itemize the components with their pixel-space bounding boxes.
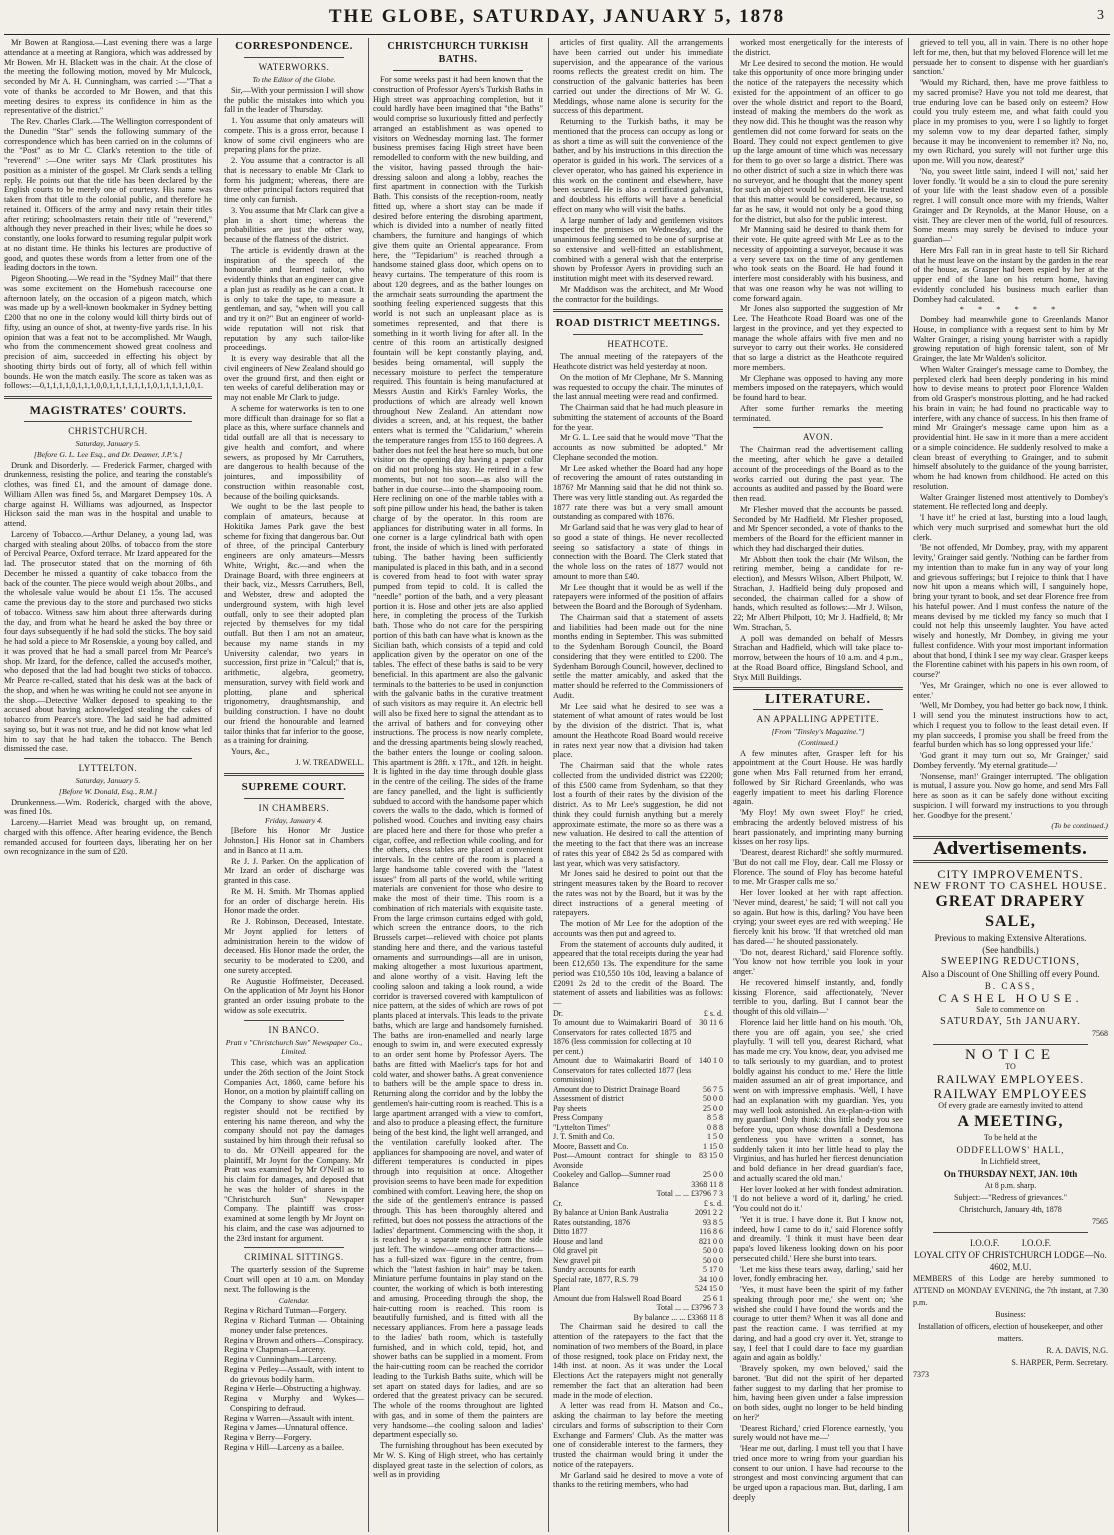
table-row bbox=[553, 1113, 723, 1123]
table-row bbox=[553, 1303, 723, 1313]
calendar-entry: Regina v Chapman—Larceny. bbox=[224, 1345, 326, 1355]
paragraph: Sir,—With your permission I will show the public the mistakes into which you fall in the leader of Thursday. bbox=[224, 85, 364, 115]
paragraph: The quarterly session of the Supreme Court will open at 10 a.m. on Monday next. The following is the bbox=[224, 1265, 364, 1294]
table-cell: Press Company bbox=[553, 1113, 603, 1123]
paragraph: 3. You assume that Mr Clark can give a plan in a short time; whereas the probabilities are just the other way, because of the flatness of the district. bbox=[224, 205, 364, 244]
paragraph: articles of first quality. All the arrangements have been carried out under his immediate supervision, and the appearance of the various rooms reflects the greatest credit on him. The construction of the galvanic batteries has been carried out under the directions of Mr W. G. Meddings, whose name alone is security for the success of this department. bbox=[553, 38, 723, 116]
rule bbox=[244, 57, 344, 58]
paragraph: Mr Jones said he desired to point out that the stringent measures taken by the Board to recover the rates was not by the Board, but it was by the direct instructions of a general meeting of ratepayers. bbox=[553, 869, 723, 918]
paragraph: A few minutes after, Grasper left for his appointment at the Court House. He was hardly gone when Mrs Fall returned from her errand, followed by Sir Richard Greenlands, who was eagerly impatient to meet his darling Florence again. bbox=[733, 748, 903, 807]
table-row bbox=[553, 1199, 723, 1209]
paragraph: We ought to be the last people to complain of amateurs, because at Hokitika James Park gave the best scheme for fixing that dangerous bar. Out of three, of the principal Canterbury engineers are only amateurs—Messrs White, Wright, &c.—and when the Drainage Board, with three engineers at their back, viz., Messrs Carruthers, Bell, and Webster, drew and adopted the underground system, with high level outfall, only to see their adopted plan rejected by themselves for my tidal outfall. But then I am not an amateur, because my name stands in my University calendar, two years in succession, first prize in "Calcul;" that is, arithmetic, algebra, geometry, mensuration, survey with field work and plotting, plane and spherical trigonometry, draughtsmanship, and building construction. I have no doubt our friend the honourable and learned tailor thinks that far inferior to the goose, as a training for draining. bbox=[224, 502, 364, 746]
paragraph: Here Mrs Fall ran in in great haste to tell Sir Richard that he must leave on the instant by the garden in the rear of the house, as Grasper had been espied by her at the upper end of the lane on his return home, having evidently concluded his business much earlier than Dombey had calculated. bbox=[913, 245, 1108, 304]
calendar-entry: Regina v Petley—Assault, with intent to do grievous bodily harm. bbox=[224, 1364, 364, 1384]
subheading: IN BANCO. bbox=[268, 1024, 320, 1035]
paragraph: 'My Floy! My own sweet Floy!' he cried, embracing the ardently beloved mistress of his heart passionately, and imprinting many burning kisses on her rosy lips. bbox=[733, 808, 903, 847]
table-cell: £ s. d. bbox=[703, 1198, 723, 1208]
rule bbox=[753, 427, 883, 428]
rule bbox=[933, 1044, 1088, 1045]
ad-line: RAILWAY EMPLOYEES bbox=[933, 1085, 1088, 1101]
ad-line: ODDFELLOWS' HALL, bbox=[956, 1144, 1065, 1155]
ad-line: Also a Discount of One Shilling off every Pound. bbox=[921, 968, 1100, 979]
paragraph: 'Be not offended, Mr Dombey, pray, with my apparent levity,' Grainger said gently. 'Nothing can be farther from my intention than to make fun in any way of your long and grievous sufferings; but I rejoice to think that I have now hit upon a means which will, I sanguinely hope, bring your tyrant to book, and set dear Florence free from his hateful power. And I must confess the nature of the means devised by me tickled my fancy so much that I could not help this unseemly laughter. You have acted wisely and honestly, Mr Dombey, in giving me your fullest confidence. With your most important information about that bond, I think I see my way clear. Grasper keeps the Florentine cabinet with his papers in his own room, of course?' bbox=[913, 543, 1108, 679]
paragraph: Mr Lee thought that it would be as well if the ratepayers were informed of the position of affairs between the Board and the Borough of Sydenham. bbox=[553, 582, 723, 611]
rule bbox=[753, 709, 883, 710]
paragraph: On the motion of Mr Clephane, Mr S. Manning was requested to occupy the chair. The minutes of the last annual meeting were read and confirmed. bbox=[553, 372, 723, 402]
paragraph: 'Yes, Mr Grainger, which no one is ever allowed to enter.' bbox=[913, 680, 1108, 700]
paragraph: The Chairman said that he had much pleasure in submitting the statement of accounts of the Board for the year. bbox=[553, 403, 723, 432]
ad-headline: GREAT DRAPERY SALE, bbox=[935, 892, 1086, 930]
paragraph: The Chairman read the advertisement calling the meeting, after which he gave a detailed account of the proceedings of the Board as to the works carried out during the past year. The accounts as audited and passed by the Board were then read. bbox=[733, 445, 903, 503]
column-divider bbox=[908, 38, 909, 1532]
table-row bbox=[553, 1009, 723, 1019]
table-cell: 56 7 5 bbox=[703, 1084, 723, 1094]
paragraph: Mr Garland said that he was very glad to hear of so good a state of things. He never recollected seeing so satisfactory a state of things in connection with the Board. The Clerk stated that the whole loss on the rates of 1877 would not amount to more than £40. bbox=[553, 523, 723, 581]
section-heading: CHRISTCHURCH TURKISH BATHS. bbox=[387, 41, 529, 65]
rule bbox=[244, 1020, 344, 1021]
section-rule bbox=[553, 309, 723, 312]
table-cell: New gravel pit bbox=[553, 1255, 601, 1265]
table-cell: By balance at Union Bank Australia bbox=[553, 1208, 669, 1218]
paragraph: 'Well, Mr Dombey, you had better go back now, I think. I will send you the minutest instructions how to act, which I request you to follow to the least detail even. If my plan succeeds, I promise you shall be freed from the fearful burden which has so long oppressed your life.' bbox=[913, 701, 1108, 750]
ad-line: Of every grade are earnestly invited to attend bbox=[938, 1100, 1083, 1110]
ad-line: I.O.O.F. I.O.O.F. bbox=[969, 1237, 1052, 1248]
column-divider bbox=[728, 38, 729, 1532]
ad-line: CASHEL HOUSE. bbox=[938, 990, 1083, 1005]
paragraph: worked most energetically for the interests of the district. bbox=[733, 38, 903, 57]
section-heading: SUPREME COURT. bbox=[241, 780, 347, 793]
table-row bbox=[553, 1151, 723, 1170]
table-cell: J. T. Smith and Co. bbox=[553, 1132, 615, 1142]
paragraph: It is every way desirable that all the civil engineers of New Zealand should go over the ground first, and then eight or ten weeks of careful deliberation may or may not enable Mr Clark to judge. bbox=[224, 354, 364, 402]
bench-line: [Before G. L. Lee Esq., and Dr. Deamer, J.P.'s.] bbox=[33, 449, 183, 459]
paragraph: Mr Manning said he desired to thank them for their vote. He quite agreed with Mr Lee as to the necessity of appointing a surveyor, because it was a very severe tax on the time of any gentlemen who took seats on the Board. He had found it interfere most considerably with his business, and that was one reason why he was not willing to come forward again. bbox=[733, 225, 903, 303]
paragraph: From the statement of accounts duly audited, it appeared that the total receipts during the year had been £12,650 13s. The expenditure for the same period was £10,550 10s 10d, leaving a balance of £2091 2s 2d to the credit of the Board. The statement of assets and liabilities was as follows:— bbox=[553, 939, 723, 1007]
ad-line: TO bbox=[1005, 1061, 1016, 1071]
subheading: LYTTELTON. bbox=[78, 763, 138, 773]
column-divider bbox=[368, 38, 369, 1532]
paragraph: Pigeon Shooting.—We read in the "Sydney Mail" that there was some excitement on the Homebush racecourse one afternoon lately, on the occasion of a pigeon match, which was made up by a well-known bookmaker in Sydney betting £200 that no one in the colony would kill thirty birds out of fifty, using an ounce of shot, at twenty-five yards rise. In his opinion that was a feat not to be accomplished. Mr Waugh, who from the commencement showed great coolness and precision of aim, succeeded in effecting his object by shooting thirty birds out of forty, all of which fell within bounds. He won the match easily. The score as taken was as follows:—0,1,1,1,1,0,1,1,1,0,0,1,1,1,1,1,1,1,0,1,1,1,1,1,0,1. bbox=[4, 274, 212, 391]
table-cell: Dr. bbox=[553, 1008, 563, 1018]
column-2 bbox=[224, 38, 364, 1533]
story-source: [From "Tinsley's Magazine."] bbox=[771, 727, 865, 736]
section-rule bbox=[224, 773, 364, 776]
ad-line: Previous to making Extensive Alterations. bbox=[934, 932, 1087, 943]
paragraph: Walter Grainger listened most attentively to Dombey's statement. He reflected long and deeply. bbox=[913, 492, 1108, 512]
paragraph: 'Bravely spoken, my own beloved,' said the baronet. 'But did not the spirit of her departed father suggest to my darling that her promise to him, having been given under a false impression on both sides, ought no longer to be held binding on her?' bbox=[733, 1364, 903, 1422]
table-row bbox=[553, 1018, 723, 1056]
ad-line: Sale to commence on bbox=[976, 1004, 1045, 1014]
section-heading: CORRESPONDENCE. bbox=[235, 40, 353, 52]
section-break: * * * * * * bbox=[959, 305, 1062, 315]
table-row bbox=[553, 1284, 723, 1294]
table-row bbox=[553, 1227, 723, 1237]
story-continued: (Continued.) bbox=[798, 737, 838, 747]
bench-line: [Before W. Donald, Esq., R.M.] bbox=[58, 786, 158, 796]
advert-oddfellows bbox=[913, 1237, 1108, 1381]
column-1 bbox=[4, 38, 212, 1533]
table-row bbox=[553, 1256, 723, 1266]
paragraph: The Chairman said that a statement of assets and liabilities had been made out for the nine months ending in September. This was submitted to the Sydenham Borough Council, the Board considering that they were entitled to £200. The Sydenham Borough Council, however, declined to settle the matter amicably, and asked that the matter should be referred to the Commissioners of Audit. bbox=[553, 612, 723, 700]
table-cell: 821 0 0 bbox=[699, 1236, 723, 1246]
ad-line: CITY IMPROVEMENTS. bbox=[937, 866, 1084, 881]
paragraph: Mr Jones also supported the suggestion of Mr Lee. The Heathcote Road Board was one of the largest in the province, and yet they expected to manage the whole affairs with five men and no surveyor to carry out their works. He considered that so large a district as the Heathcote required more members. bbox=[733, 304, 903, 372]
calendar-entry: Regina v James—Unnatural offence. bbox=[224, 1423, 348, 1433]
ad-line: Installation of officers, election of housekeeper, and other matters. bbox=[918, 1321, 1103, 1343]
paragraph: 'Nonsense, man!' Grainger interrupted. 'The obligation is mutual, I assure you. Now go home, and send Mrs Fall here as soon as it can be safely done without exciting suspicion. I will forward my instructions to you through her. Goodbye for the present.' bbox=[913, 771, 1108, 820]
paragraph: This case, which was an application under the 26th section of the Joint Stock Companies Act, 1860, came before his Honor, on a motion by plaintiff calling on the Company to show cause why its register should not be rectified by entering his name thereon, and why the company should not pay the damages sustained by him through their refusal so to do. Mr O'Neill appeared for the plaintiff, Mr Joynt for the Company. Mr Pratt was examined by Mr O'Neill as to his claim for damages, and deposed that he was the holder of shares in the "Christchurch Sun" Newspaper Company. The plaintiff was cross-examined at some length by Mr Joynt on his claim, and the case was adjourned to the 23rd instant for argument. bbox=[224, 1058, 364, 1243]
paragraph: Returning to the Turkish baths, it may be mentioned that the process can occupy as long or as short a time as will suit the convenience of the bather, and by his instructions in this direction the operator is guided in his work. The services of a clever operator, who has gained his experience in this work on the continent and elsewhere, have been secured. He is also a certificated galvanist, and doubtless his efforts will have a beneficial effect on many who will visit the baths. bbox=[553, 117, 723, 214]
table-cell: 34 10 0 bbox=[699, 1274, 723, 1284]
table-cell: 5 17 0 bbox=[703, 1265, 723, 1275]
table-cell: 140 1 0 bbox=[699, 1056, 723, 1066]
ad-number: 7373 bbox=[913, 1369, 929, 1379]
paragraph: [Before his Honor Mr Justice Johnston.] His Honor sat in Chambers and in Banco at 11 a.m. bbox=[224, 826, 364, 855]
paragraph: Mr Lee said what he desired to see was a statement of what amount of rates would be lost by the division of the district. That is, what amount the Heathcote Road Board would receive in rates next year now that a division had taken place. bbox=[553, 701, 723, 760]
section-heading: MAGISTRATES' COURTS. bbox=[29, 403, 187, 417]
paragraph: Mr Bowen at Rangiosa.—Last evening there was a large attendance at a meeting at Rangiora, which was addressed by Mr Bowen. Mr H. Blackett was in the chair. At the close of the meeting the following motion, moved by Mr Mulcock, seconded by Mr A. H. Cunningham, was carried :—"That a vote of thanks be accorded to Mr Bowen, and that this meeting desires to express its confidence in him as the representative of the district." bbox=[4, 38, 212, 116]
rule bbox=[573, 334, 703, 335]
paragraph: Re M. H. Smith. Mr Thomas applied for an order of discharge herein. His Honor made the order. bbox=[224, 886, 364, 916]
masthead-title: THE GLOBE, SATURDAY, JANUARY 5, 1878 bbox=[328, 6, 786, 27]
accounts-table bbox=[553, 1009, 723, 1323]
column-6 bbox=[913, 38, 1108, 1533]
table-row bbox=[553, 1123, 723, 1133]
masthead-rule bbox=[4, 34, 1110, 35]
table-cell: House and land bbox=[553, 1236, 603, 1246]
ad-line: B. CASS, bbox=[984, 980, 1037, 991]
table-cell: 50 0 0 bbox=[703, 1094, 723, 1104]
section-rule bbox=[913, 860, 1108, 863]
ad-line: In Lichfield street, bbox=[980, 1156, 1041, 1166]
paragraph: 'Would my Richard, then, have me prove faithless to my sacred promise? Have you not told me dearest, that true enduring love can be based only on esteem? How could you truly esteem me, and what faith could you place in my promises to you, were I so lightly to forget my solemn vow to my dear departed father, simply because it may be inconvenient to remember it? No, no, my own Richard, you surely will not further urge this upon me. Will you now, dearest?' bbox=[913, 78, 1108, 165]
paragraph: Mr Abbott then took the chair (Mr Wilson, the retiring member, being a candidate for re-election), and Messrs Wilson, Albert Philpott, W. Strachan, J. Hadfield being duly proposed and seconded, the chairman called for a show of hands, which resulted as follows:—Mr J. Wilson, 22; Mr Albert Philpott, 10; Mr J. Hadfield, 8; Mr Wm. Strachan, 5. bbox=[733, 554, 903, 632]
table-row bbox=[553, 1132, 723, 1142]
column-3 bbox=[373, 38, 543, 1533]
table-cell: Plant bbox=[553, 1284, 570, 1294]
ad-line: SATURDAY, 5th JANUARY. bbox=[940, 1015, 1081, 1027]
subheading: CHRISTCHURCH. bbox=[68, 426, 148, 436]
paragraph: 'Dearest Richard,' cried Florence earnestly, 'you surely would not have me—' bbox=[733, 1423, 903, 1443]
table-cell: Amount due to District Drainage Board bbox=[553, 1084, 680, 1094]
table-cell: 83 15 0 bbox=[699, 1151, 723, 1161]
paragraph: A poll was demanded on behalf of Messrs Strachan and Hadfield, which will take place to-morrow, between the hours of 10 a.m. and 4 p.m., at the Road Board office, Bingsland School, and Styx Mill Buildings. bbox=[733, 633, 903, 682]
subheading: CRIMINAL SITTINGS. bbox=[244, 1252, 344, 1263]
section-heading: LITERATURE. bbox=[764, 692, 872, 708]
paragraph: After some further remarks the meeting terminated. bbox=[733, 403, 903, 423]
paragraph: For some weeks past it had been known that the construction of Professor Ayers's Turkish Baths in High street was approaching completion, but it could hardly have been imagined that "the Baths" would comprise so luxuriously fitted and perfectly arranged an establishment as was opened to visitors on Wednesday morning last. The former business premises facing High street have been remodelled to conform with the new building, and the visitor, having passed through the hair-dressing saloon and along a lobby, reaches the first apartment in connection with the Turkish Bath. This consists of the reception-room, neatly fitted up, where a short stay can be made if desired before entering the disrobing apartment, which is divided into a number of neatly fitted chambers, the furniture and hangings of which give them quite an Oriental appearance. From here, the "Tepidarium" is reached through a handsome stained glass door, which opens on to heavy curtains. The temperature of this room is about 120 degrees, and as the bather lounges on the armchair seats surrounding the apartment the soothing feeling experienced suggests that this world is not such an unpleasant place as is sometimes represented, and that there is something in it worth living for after all. In the centre of this room an artistically designed fountain will be kept constantly playing, and, besides being ornamental, will supply the necessary moisture to perfect the temperature required. This fountain is being manufactured at Messrs Austin and Kirk's Farnley Works, the productions of which are already well known throughout New Zealand. An attendant now divides a screen, and, at his request, the bather enters what is termed the "Calidarium," wherein the temperature ranges from 155 to 160 degrees. A bather does not feel the heat here so much, but one visitor on the opening day having a paper collar on did not prolong his stay. He retired in a few moments, but not too soon—as also will the bather in due course—into the shampooing room. Here reclining on one of the marble tables with a soft pine pillow under his head, the bather is taken charge of by the operator. In this room are appliances for distributing water in all forms. In one corner is a large cylindrical bath with open front, the inside of which is lined with perforated tubing. The bather having been sufficiently manipulated is placed in this bath, and in a second is covered from head to foot with water spray pumped from tepid to cold. It is called the "needle" portion of the bath, and a very pleasant portion it is. Hose and other jets are also applied here, in completing the process of the Turkish bath. Those who do not care for the perspiring portion of this bath can have what is known as the Sicilian bath, which consists of a tepid and cold application given by the operator on one of the tables. The effect of these baths is said to be very beneficial. In this apartment are also the galvanic terminals to the batteries to be used in conjunction with the galvanic baths in the curative treatment of such visitors as may require it. An electric bell will also be fixed here to signal the attendant as to the arrival of bathers and for conveying other instructions. The process is now nearly complete, and the dressing apartments being slowly reached, the bather enters the lounge or cooling saloon. This apartment is 28ft. x 17ft., and 12ft. in height. It is lighted in the day time through double glass in the centre of the ceiling. The sides of the frame are fancy panelled, and the light is sufficiently subdued to accord with the handsome paper which covers the walls to the dado, which is formed of polished wood. Couches and inviting easy chairs are placed here and there for those who prefer a cigar, coffee, and reflection while cooling, and for the others, chess tables are placed at convenient intervals. In the centre of the room is placed a large handsome table covered with the "latest issues" from all parts of the world, while writing materials are convenient for those who desire to make the most of their time. This room is a combination of rich materials with exquisite taste. From the large crimson curtains edged with gold, which screen the entrance doors, to the rich Brussels carpet—relieved with choice pot plants standing here and there, and the various tasteful ornaments and surroundings—all are in unison, making altogether a most luxurious apartment, and alone worthy of a visit. Having left the cooling saloon and taking a look round, a wide corridor is traversed covered with kamptulicon of nice pattern, at the sides of which are rows of pot plants placed at intervals. This leads to the private baths, which are large and handsomely furnished. The baths are iron-enamelled and nearly large enough to swim in, and were executed expressly to an order sent home by Professor Ayers. The baths are fitted with Maelicr's taps for hot and cold water, and shower baths. A great convenience to bathers will be the ample space to dress in. Returning along the corridor and by the lobby the gentlemen's hair-cutting room is reached. This is a large apartment arranged with a view to comfort, and also to produce a pleasing effect, the furniture being of the best kind, the light well arranged, and the ventilation carefully looked after. The appliances for shampooing are novel, and water of different temperatures is conducted in pipes through into requisition at once. Altogether provision seems to have been made for expedition combined with comfort. Leaving here, the shop on the side of the gentlemen's entrance is passed through. This has been thoroughly altered and refitted, but does not possess the attractions of the ladies' department. Commencing with the shop, it is reached by a separate entrance from the side just left. The window—among other attractions—has a full-sized wax figure in the centre, from which the "latest fashion in hair" may be taken. Miniature perfume fountains in play stand on the counter, the working of which is both interesting and amusing. Proceeding through the shop, the hair-cutting room is reached. This room is beautifully furnished, and is fitted with all the necessary appliances. From here a passage leads to the ladies' bath room, which is tastefully furnished, and in which cold, tepid, hot, and shower baths can be supplied in a moment. From the hair-cutting room can be reached the corridor leading to the Turkish Baths suite, which will be set apart on stated days for ladies, and are so ordered that the greatest privacy can be secured. The whole of the rooms throughout are lighted with gas, and in some of them the painters are very handsome—the cooling saloon and ladies' department especially so. bbox=[373, 75, 543, 1440]
ad-line: MEMBERS of this Lodge are hereby summoned to ATTEND on MONDAY EVENING, the 7th instant, at 7.30 p.m. bbox=[913, 1273, 1108, 1307]
column-5 bbox=[733, 38, 903, 1533]
rule bbox=[24, 421, 192, 422]
paragraph: Her lover looked at her with rapt affection. 'Never mind, dearest,' he said; 'I will not call you so again. But how is this, darling? You have been crying; your sweet eyes are red with weeping.' He fiercely knit his brow. 'If that wretched old man has dared—' he shouted passionately. bbox=[733, 888, 903, 946]
table-row bbox=[553, 1237, 723, 1247]
ad-line: NEW FRONT TO CASHEL HOUSE. bbox=[913, 879, 1108, 892]
table-cell: Rates outstanding, 1876 bbox=[553, 1217, 631, 1227]
calendar-list bbox=[224, 1306, 364, 1452]
table-cell: Post—Amount contract for shingle to Avonside bbox=[553, 1151, 692, 1170]
paragraph: Drunkenness.—Wm. Roderick, charged with the above, was fined 10s. bbox=[4, 797, 212, 817]
advert-cashel-house bbox=[913, 868, 1108, 1040]
advert-railway-notice bbox=[913, 1046, 1108, 1228]
ad-headline: NOTICE bbox=[965, 1046, 1056, 1063]
ad-number: 7565 bbox=[1092, 1216, 1108, 1226]
paragraph: He recovered himself instantly, and, fondly kissing Florence, said affectionately, 'Never terrible to you, darling. But I cannot bear the thought of this old villain—' bbox=[733, 977, 903, 1016]
signature: J. W. TREADWELL. bbox=[295, 757, 364, 767]
table-cell: 1 15 0 bbox=[703, 1141, 723, 1151]
table-cell: 0 8 8 bbox=[707, 1122, 723, 1132]
paragraph: Mr Lee asked whether the Board had any hope of recovering the amount of rates outstanding in 1876? Mr Manning said that he did not think so. There was very little standing out. As regarded the 1877 rate there was but a very small amount outstanding as compared with 1876. bbox=[553, 463, 723, 522]
table-cell: Moore, Bassett and Co. bbox=[553, 1141, 629, 1151]
paragraph: The Chairman said that the whole rates collected from the undivided district was £2200; of this £500 came from Sydenham, so that they lost a fourth of their rates by the division of the district. As to Mr Lee's suggestion, he did not think they could furnish anything but a merely approximate estimate, the more so as there was a new valuation. He desired to call the attention of the meeting to the fact that there was an increase of rates this year of £842 2s 5d as compared with last year, which was very satisfactory. bbox=[553, 761, 723, 868]
table-cell: Ditto 1877 bbox=[553, 1227, 588, 1237]
calendar-entry: Regina v Herle—Obstructing a highway. bbox=[224, 1384, 361, 1394]
calendar-entry: Regina v Murphy and Wykes—Conspiring to defraud. bbox=[224, 1394, 364, 1413]
rule bbox=[933, 1232, 1088, 1233]
table-cell: Cookeley and Gallop—Sumner road bbox=[553, 1170, 671, 1180]
paragraph: Mr Flesher moved that the accounts be passed. Seconded by Mr Hadfield. Mr Flesher proposed, and Mr Spencer seconded, a vote of thanks to the members of the Board for the efficient manner in which they had discharged their duties. bbox=[733, 504, 903, 553]
calendar-entry: Regina v Warren—Assault with intent. bbox=[224, 1413, 355, 1423]
table-row bbox=[553, 1094, 723, 1104]
calendar-entry: Regina v Richard Tutman—Forgery. bbox=[224, 1306, 347, 1316]
paragraph: 'No, you sweet little saint, indeed I will not,' said her lover fondly. 'It would be a sin to cloud the pure serenity of your life with the least shadow even of a possible regret. I will consult once more with my friends, Walter Grainger and Dr Reynolds, at the Manor House, on a visit. They are clever men of the world, full of resources. Some means may surely be devised to induce your guardian—' bbox=[913, 166, 1108, 244]
table-cell: Special rate, 1877, R.S. 79 bbox=[553, 1274, 639, 1284]
paragraph: Mr Garland said he desired to move a vote of thanks to the retiring members, who had bbox=[553, 1470, 723, 1490]
section-rule bbox=[4, 396, 212, 399]
ad-line: Business: bbox=[995, 1309, 1026, 1319]
paragraph: Florence laid her little hand on his mouth. 'Oh, there you are off again, you see,' she cried playfully. 'I will tell you, dearest Richard, what has made me cry. You know, dear, you advised me to talk seriously to my guardian, and to protest boldly against his conduct to me.' Here the little maiden assumed an air of great importance, and went on with impressive emphasis. 'Well, I have had an explanation with my guardian. Yes, you may well look astonished. An ex-plan-a-tion with my guardian! Only think: this little body you see before you, upon whose downfall a Desdemona gentleness you have written a sonnet, has suddenly taken it into her little head to play the Virginius, and has hurled her fiercest denunciation and bold defiance in her dread guardian's face, and actually scared the old man.' bbox=[733, 1017, 903, 1183]
table-cell: "Lyttelton Times" bbox=[553, 1122, 610, 1132]
paragraph: 2. You assume that a contractor is all that is necessary to enable Mr Clark to form his judgment; whereas, there are three other principal factors required that time only can furnish. bbox=[224, 156, 364, 204]
dateline: Saturday, January 5. bbox=[75, 439, 141, 448]
table-row bbox=[553, 1170, 723, 1180]
paragraph: 'Yes, it must have been the spirit of my father speaking through poor me,' she went on; 'she wished she could I have found the words and the courage to utter them? When it was all done and past the reaction came. I was terrified at my daring, and had a good cry over it. Yet, strange to say, I feel that I could dare to face my guardian again and again as boldly.' bbox=[733, 1285, 903, 1363]
paragraph: The motion of Mr Lee for the adoption of the accounts was then put and agreed to. bbox=[553, 919, 723, 938]
calendar-heading: Calendar. bbox=[278, 1295, 310, 1305]
table-cell: By balance ... ... £3368 11 8 bbox=[633, 1312, 723, 1322]
table-row bbox=[553, 1085, 723, 1095]
ad-line: SWEEPING REDUCTIONS, bbox=[941, 955, 1080, 967]
column-divider bbox=[217, 38, 218, 1532]
paragraph: The Chairman said he desired to call the attention of the ratepayers to the fact that the nomination of two members of the Board, in place of those resigned, took place on Friday next, the 14th inst. at noon. As it was under the Local Elections Act the ratepayers might not generally remember the fact that an alteration had been made in the mode of election. bbox=[553, 1322, 723, 1400]
subheading: AVON. bbox=[802, 432, 834, 443]
dateline: Saturday, January 5. bbox=[75, 776, 141, 785]
paragraph: A letter was read from H. Matson and Co., asking the chairman to lay before the meeting circulars and forms of subscription to their Corn Exchange and Farmers' Club. As the matter was one of considerable interest to the farmers, they trusted the chairman would bring it under the notice of the ratepayers. bbox=[553, 1401, 723, 1469]
ad-line: At 8 p.m. sharp. bbox=[984, 1180, 1037, 1190]
rule bbox=[24, 758, 192, 759]
paragraph: 'Dearest, dearest Richard!' she softly murmured. 'But do not call me Floy, dear. Call me Flossy or Florence. The sound of Floy has become hateful to me. Mr Grasper calls me so.' bbox=[733, 848, 903, 887]
table-row bbox=[553, 1246, 723, 1256]
table-row bbox=[553, 1180, 723, 1190]
ad-line: S. HARPER, Perm. Secretary. bbox=[1011, 1357, 1108, 1367]
paragraph: 'God grant it may turn out so, Mr Grainger,' said Dombey fervently. 'My eternal gratitude—' bbox=[913, 751, 1108, 770]
paragraph: When Walter Grainger's message came to Dombey, the perplexed clerk had been deeply pondering in his mind how to devise means to protect poor Florence Walden from old Grasper's monstrous plotting, and he had racked his brain in vain; he had found no practicable way to interfere, with any chance of success. In his then frame of mind Mr Grainger's message came upon him as a providential hint. He saw in it more than a mere accident or a simple coincidence. He suddenly resolved to make a clean breast of everything to Grainger, and to submit himself absolutely to the guidance of the young barrister, whom he had known from childhood. He acted on this resolution. bbox=[913, 364, 1108, 491]
table-row bbox=[553, 1313, 723, 1323]
masthead bbox=[0, 0, 1114, 36]
paragraph: Larceny of Tobacco.—Arthur Delaney, a young lad, was charged with stealing about 20lbs. of tobacco from the store of Percival Pearce, Oxford terrace. Mr Izard appeared for the lad. The prosecutor stated that on the morning of 6th December he missed a quantity of cake tobacco from the back of the counter. The piece would weigh about 20lbs., and the wholesale value would be about £1 15s. The accused came the previous day to the store and purchased two sticks of tobacco. Witness saw him about three afterwards during the day, and from what he heard he asked the boy three or four days subsequently if he had sold the sticks. The boy said he had sold a piece to Mr Rosenskie, a young boy called, and it was proved that he had a small parcel from Mr Pearce's shop. Mr Izard, for the defence, called the accused's mother, who deposed that the lad had bought two sticks of tobacco. Mr Pearce re-called, stated that his desk was at the back of the shop, and when he was writing he could not see anyone in the shop.—Detective Walker deposed to speaking to the accused about having acknowledged stealing the cakes of tobacco from Pearce's store. The lad said he had admitted saying so, but it was not true, and he did not know what led him to say that he had taken the tobacco. The Bench dismissed the case. bbox=[4, 529, 212, 754]
calendar-entry: Regina v Berry—Forgery. bbox=[224, 1433, 312, 1442]
paragraph: Re J. J. Parker. On the application of Mr Izard an order of discharge was granted in this case. bbox=[224, 856, 364, 885]
calendar-entry: Regina v Brown and others—Conspiracy. bbox=[224, 1335, 364, 1345]
advertisements-heading: Advertisements. bbox=[933, 839, 1088, 859]
table-cell: £ s. d. bbox=[703, 1008, 723, 1018]
to-be-continued: (To be continued.) bbox=[1051, 821, 1108, 831]
table-cell: Old gravel pit bbox=[553, 1246, 598, 1256]
table-cell: Total ... ... £3796 7 3 bbox=[656, 1189, 723, 1199]
ad-line: (See handbills.) bbox=[982, 944, 1039, 955]
ad-line: R. A. DAVIS, N.G. bbox=[1046, 1345, 1108, 1355]
table-cell: 30 11 6 bbox=[699, 1018, 723, 1028]
case-title: Pratt v "Christchurch Sun" Newspaper Co., Limited. bbox=[225, 1037, 363, 1057]
paragraph: Re J. Robinson, Deceased, Intestate. Mr Joynt applied for letters of administration herein to the widow of deceased. His Honor made the order, the security to be moderated to £200, and one surety accepted. bbox=[224, 917, 364, 975]
dateline: Friday, January 4. bbox=[264, 815, 324, 825]
calendar-entry: Regina v Richard Tutman — Obtaining money under false pretences. bbox=[224, 1316, 364, 1335]
paragraph: 'I have it!' he cried at last, bursting into a loud laugh, which very much surprised and somewhat hurt the old clerk. bbox=[913, 513, 1108, 542]
table-cell: Amount due from Halswell Road Board bbox=[553, 1293, 682, 1303]
column-4 bbox=[553, 38, 723, 1533]
table-row bbox=[553, 1265, 723, 1275]
table-cell: 93 8 5 bbox=[703, 1217, 723, 1227]
table-cell: To amount due to Waimakariri Board of Conservators for rates collected 1875 and 1876 (less commission for collecting at 10 per cent.) bbox=[553, 1018, 692, 1056]
paragraph: Her lover looked at her with fondest admiration. 'I do not believe a word of it, darling,' he cried. 'You could not do it.' bbox=[733, 1184, 903, 1213]
paragraph: Yours, &c., bbox=[231, 747, 270, 756]
ad-line: Subject:—"Redress of grievances." bbox=[954, 1192, 1067, 1202]
rule bbox=[244, 798, 344, 799]
table-cell: Pay sheets bbox=[553, 1103, 587, 1113]
table-cell: Total ... ... £3796 7 3 bbox=[656, 1303, 723, 1313]
paragraph: Mr Maddison was the architect, and Mr Wood the contractor for the buildings. bbox=[553, 284, 723, 304]
paragraph: Larceny.—Harriet Mead was brought up, on remand, charged with this offence. After hearing evidence, the Bench remanded accused for fourteen days, liberating her on her own recognizance in the sum of £20. bbox=[4, 818, 212, 857]
addressee: To the Editor of the Globe. bbox=[252, 75, 336, 84]
table-row bbox=[553, 1208, 723, 1218]
paragraph: 'Do not, dearest Richard,' said Florence softly. 'You know not how terrible you look in your anger.' bbox=[733, 947, 903, 976]
paragraph: 'Hear me out, darling. I must tell you that I have tried once more to wring from your guardian his consent to our union. I have had recourse to the strongest and most convincing argument that can be urged upon a rapacious man. But, darling, I am deeply bbox=[733, 1444, 903, 1502]
paragraph: 1. You assume that only amateurs will compete. This is a gross error, because I know of some civil engineers who are preparing plans for the prize. bbox=[224, 116, 364, 155]
table-cell: 3368 11 8 bbox=[691, 1179, 723, 1189]
paragraph: Mr Lee desired to second the motion. He would take this opportunity of once more bringing under the notice of the ratepayers the necessity which existed for the appointment of an officer to go over the whole district and report to the Board, instead of making the members do the work as they now did. This he thought was the reason why gentlemen did not come forward for seats on the Board. They could not expect gentlemen to give up the large amount of time which was necessary for them to go over so large a district. There was no other district of such a size in which there was no surveyor, and he thought that the money spent for such an object would be well spent. He trusted that this matter would be considered, because, so far as he saw, it would not only be a good thing for the district, but also for the public interest. bbox=[733, 58, 903, 224]
paragraph: 'Let me kiss these tears away, darling,' said her lover, fondly embracing her. bbox=[733, 1264, 903, 1284]
paragraph: A large number of lady and gentlemen visitors inspected the premises on Wednesday, and the unanimous feeling seemed to be one of surprise at so extensive and well-fitted an establishment, combined with a general wish that the enterprise shown by Professor Ayers in providing such an institution might meet with its deserved reward. bbox=[553, 215, 723, 283]
paragraph: Re Augustie Hoffmeister, Deceased. On the application of Mr Joynt his Honor granted an order issuing probate to the widow as sole executrix. bbox=[224, 976, 364, 1015]
subheading: HEATHCOTE. bbox=[607, 339, 669, 350]
paragraph: Drunk and Disorderly. — Frederick Farmer, charged with drunkenness, resisting the police, and tearing the constable's clothes, was fined £1, and the amount of damage done. William Allen was fined 5s, and Margaret Dempsey 10s. A charge against H. Williams was adjourned, as Inspector Hickson said the man was in the hospital and unable to attend. bbox=[4, 460, 212, 528]
ad-headline: A MEETING, bbox=[957, 1112, 1064, 1130]
table-cell: Assessment of district bbox=[553, 1094, 624, 1104]
paragraph: A scheme for waterworks is ten to one more difficult than drainage for so flat a place as this, where surface channels and tidal outfall are all that is necessary to give health and comfort, and where sewers, as proposed by Mr Carruthers, are dangerous to health because of the jointures, and impossibility of construction within reasonable cost, because of the boiling quicksands. bbox=[224, 403, 364, 501]
table-row bbox=[553, 1142, 723, 1152]
table-row bbox=[553, 1218, 723, 1228]
column-divider bbox=[548, 38, 549, 1532]
paragraph: Dombey had meanwhile gone to Greenlands Manor House, in compliance with a request sent to him by Mr Walter Grainger, a rising young barrister with a rapidly growing reputation of high forensic talent, son of Mr Grainger, the late Mr Walden's solicitor. bbox=[913, 315, 1108, 363]
table-cell: 25 0 0 bbox=[703, 1103, 723, 1113]
page-number: 3 bbox=[1097, 8, 1104, 23]
table-row bbox=[553, 1275, 723, 1285]
calendar-entry: Regina v Hill—Larceny as a bailee. bbox=[224, 1442, 344, 1452]
table-cell: 50 0 0 bbox=[703, 1246, 723, 1256]
table-cell: 50 0 0 bbox=[703, 1255, 723, 1265]
ad-number: 7568 bbox=[1092, 1028, 1108, 1038]
rule bbox=[244, 1247, 344, 1248]
story-title: AN APPALLING APPETITE. bbox=[756, 714, 880, 724]
paragraph: 'Yet it is true. I have done it. But I know not, indeed, how I came to do it,' said Florence softly and dreamily. 'I think it must have been dear papa's loved likeness looking down on his poor persecuted child.' Here she burst into tears. bbox=[733, 1214, 903, 1263]
paragraph: The annual meeting of the ratepayers of the Heathcote district was held yesterday at noon. bbox=[553, 352, 723, 371]
table-cell: Amount due to Waimakariri Board of Conservators for rates collected 1877 (less commission) bbox=[553, 1056, 692, 1085]
table-cell: 524 15 0 bbox=[695, 1284, 723, 1294]
paragraph: The Rev. Charles Clark.—The Wellington correspondent of the Dunedin "Star" sends the following summary of the correspondence which has been carried on in the columns of the "Post" as to Mr C. Clark's retention to the title of "reverend" :—One writer says Mr Clark prostitutes his position as a minister of the gospel. Mr Clark sends a telling reply. He points out that the title has been declared by the English courts to be merely one of courtesy. His name was taken from that title to the colonial public, and therefore he retained it. Officers of the army and navy retain their titles after retiring; schoolmasters retain their title of "reverend," although they never preached in their lives; while he does so constantly, one looks forward to resuming regular pulpit work at no distant time. He thinks his lectures are productive of good, and quotes these words from a letter from one of the leading doctors in the town. bbox=[4, 117, 212, 273]
table-cell: 8 5 8 bbox=[707, 1113, 723, 1123]
rule bbox=[393, 70, 523, 71]
table-row bbox=[553, 1294, 723, 1304]
table-cell: Sundry accounts for earth bbox=[553, 1265, 636, 1275]
calendar-entry: Regina v Cunningham—Larceny. bbox=[224, 1355, 337, 1364]
section-heading: ROAD DISTRICT MEETINGS. bbox=[555, 317, 721, 330]
table-cell: 116 8 6 bbox=[699, 1227, 723, 1237]
paragraph: Mr Clephane was opposed to having any more members imposed on the ratepayers, which would be found hard to bear. bbox=[733, 373, 903, 402]
table-cell: Cr. bbox=[553, 1198, 563, 1208]
ad-line: RAILWAY EMPLOYEES. bbox=[936, 1071, 1085, 1086]
table-cell: 1 5 0 bbox=[707, 1132, 723, 1142]
paragraph: grieved to tell you, all in vain. There is no other hope left for me, then, but that my beloved Florence will let me persuade her to consent to dispense with her guardian's sanction.' bbox=[913, 38, 1108, 77]
table-row bbox=[553, 1056, 723, 1085]
ad-line: To be held at the bbox=[983, 1132, 1038, 1142]
table-cell: 25 6 1 bbox=[703, 1293, 723, 1303]
ad-line: On THURSDAY NEXT, JAN. 10th bbox=[943, 1168, 1078, 1179]
ad-line: Christchurch, January 4th, 1878 bbox=[959, 1204, 1062, 1214]
table-row bbox=[553, 1104, 723, 1114]
paragraph: Mr G. L. Lee said that he would move "That the accounts as now submitted be adopted." Mr Clephane seconded the motion. bbox=[553, 433, 723, 462]
paragraph: The article is evidently drawn at the inspiration of the speech of the honourable and learned tailor, who evidently thinks that an engineer can give a plan just as readily as he can a coat. It is only to take the tape, to measure a gentleman, and say, "when will you call and try it on?" But an engineer of world-wide reputation will not risk that reputation by any such tailor-like proceedings. bbox=[224, 245, 364, 353]
table-cell: 2091 2 2 bbox=[695, 1208, 723, 1218]
subheading: IN CHAMBERS. bbox=[258, 802, 330, 813]
table-cell: 25 0 0 bbox=[703, 1170, 723, 1180]
ad-line: LOYAL CITY OF CHRISTCHURCH LODGE—No. 4602, M.U. bbox=[914, 1249, 1107, 1272]
subheading: WATERWORKS. bbox=[258, 62, 330, 72]
table-cell: Balance bbox=[553, 1179, 579, 1189]
table-row bbox=[553, 1189, 723, 1199]
paragraph: The furnishing throughout has been executed by Mr W. S. King of High street, who has certainly displayed great taste in the selection of colors, as well as in providing bbox=[373, 1441, 543, 1480]
section-rule bbox=[733, 687, 903, 690]
